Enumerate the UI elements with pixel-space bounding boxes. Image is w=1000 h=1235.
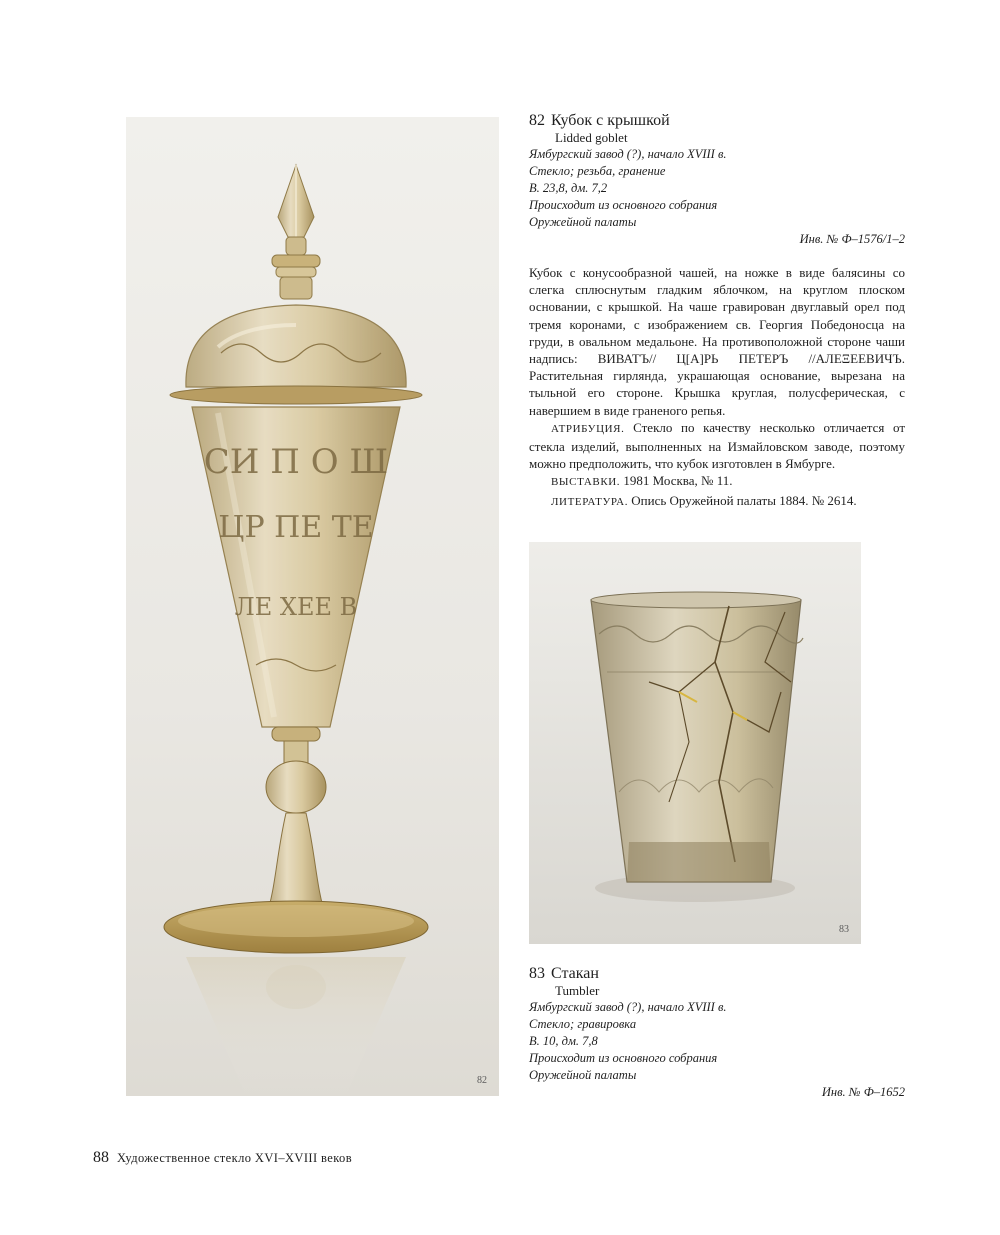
catalogue-entry-83 [529, 964, 905, 1101]
entry-title: Кубок с крышкой [551, 112, 670, 129]
photo-tumbler [529, 542, 861, 944]
entry-description: Кубок с конусообразной чашей, на ножке в виде балясины со слегка сплюснутым гладким яблочком, на круглом плоском основании, с крышкой. На чаше гравирован двуглавый орел под тремя коронами, с изображением св. Георгия Победоносца на груди, в овальном медальоне. На противоположной стороне чаши надпись: ВИВАТЪ// Ц[А]РЬ ПЕТЕРЪ //АЛЕΞЕЕВИЧЪ. Растительная гирлянда, украшающая основание, вырезана на тыльной его стороне. Крышка круглая, полусферическая, с навершием в виде граненого репья. [529, 265, 905, 418]
literature-label: ЛИТЕРАТУРА. [551, 495, 629, 508]
entry-exhibitions [529, 472, 905, 491]
entry-meta-dimensions: В. 10, дм. 7,8 [529, 1034, 598, 1048]
photo-goblet [126, 117, 499, 1096]
entry-meta-origin: Ямбургский завод (?), начало XVIII в. [529, 1000, 727, 1014]
running-title: Художественное стекло XVI–XVIII веков [117, 1151, 353, 1165]
entry-title-en: Tumbler [555, 983, 600, 998]
entry-meta-provenance-cont: Оружейной палаты [529, 215, 637, 229]
goblet-engraving-line-3: ЛЕ ХЕЕ В [234, 593, 358, 621]
entry-description-block [529, 264, 905, 511]
entry-meta-provenance-cont: Оружейной палаты [529, 1068, 637, 1082]
goblet-engraving-line-1: СИ П О Ш [203, 442, 389, 482]
entry-number: 83 [529, 965, 545, 982]
literature-text: Опись Оружейной палаты 1884. № 2614. [631, 492, 857, 508]
tumbler-illustration [529, 542, 861, 944]
entry-meta-provenance: Происходит из основного собрания [529, 198, 718, 212]
entry-meta-provenance: Происходит из основного собрания [529, 1051, 718, 1065]
entry-title: Стакан [551, 965, 599, 982]
page-footer [93, 1149, 352, 1167]
goblet-illustration [126, 117, 499, 1096]
entry-title-en: Lidded goblet [555, 130, 628, 145]
entry-meta-dimensions: В. 23,8, дм. 7,2 [529, 181, 608, 195]
entry-meta-material: Стекло; гравировка [529, 1017, 637, 1031]
catalogue-entry-82 [529, 111, 905, 511]
entry-heading [529, 111, 905, 130]
exhibitions-text: 1981 Москва, № 11. [623, 473, 733, 489]
page-number: 88 [93, 1149, 109, 1166]
entry-literature [529, 492, 905, 511]
goblet-engraving-line-2: ЦР ПЕ ТЕ [218, 510, 374, 545]
entry-inventory: Инв. № Ф–1576/1–2 [799, 232, 905, 246]
attribution-label: АТРИБУЦИЯ. [551, 422, 625, 435]
plate-number-82: 82 [477, 1075, 487, 1086]
entry-attribution [529, 419, 905, 473]
entry-meta-material: Стекло; резьба, гранение [529, 164, 666, 178]
entry-number: 82 [529, 112, 545, 129]
entry-heading [529, 964, 905, 983]
entry-meta-origin: Ямбургский завод (?), начало XVIII в. [529, 147, 727, 161]
attribution-text: Стекло по качеству несколько отличается от стекла изделий, выполненных на Измайловском заводе, поэтому можно предположить, что кубок изготовлен в Ямбурге. [529, 419, 905, 472]
exhibitions-label: ВЫСТАВКИ. [551, 476, 621, 489]
entry-inventory: Инв. № Ф–1652 [821, 1085, 905, 1099]
plate-number-83: 83 [839, 924, 849, 935]
